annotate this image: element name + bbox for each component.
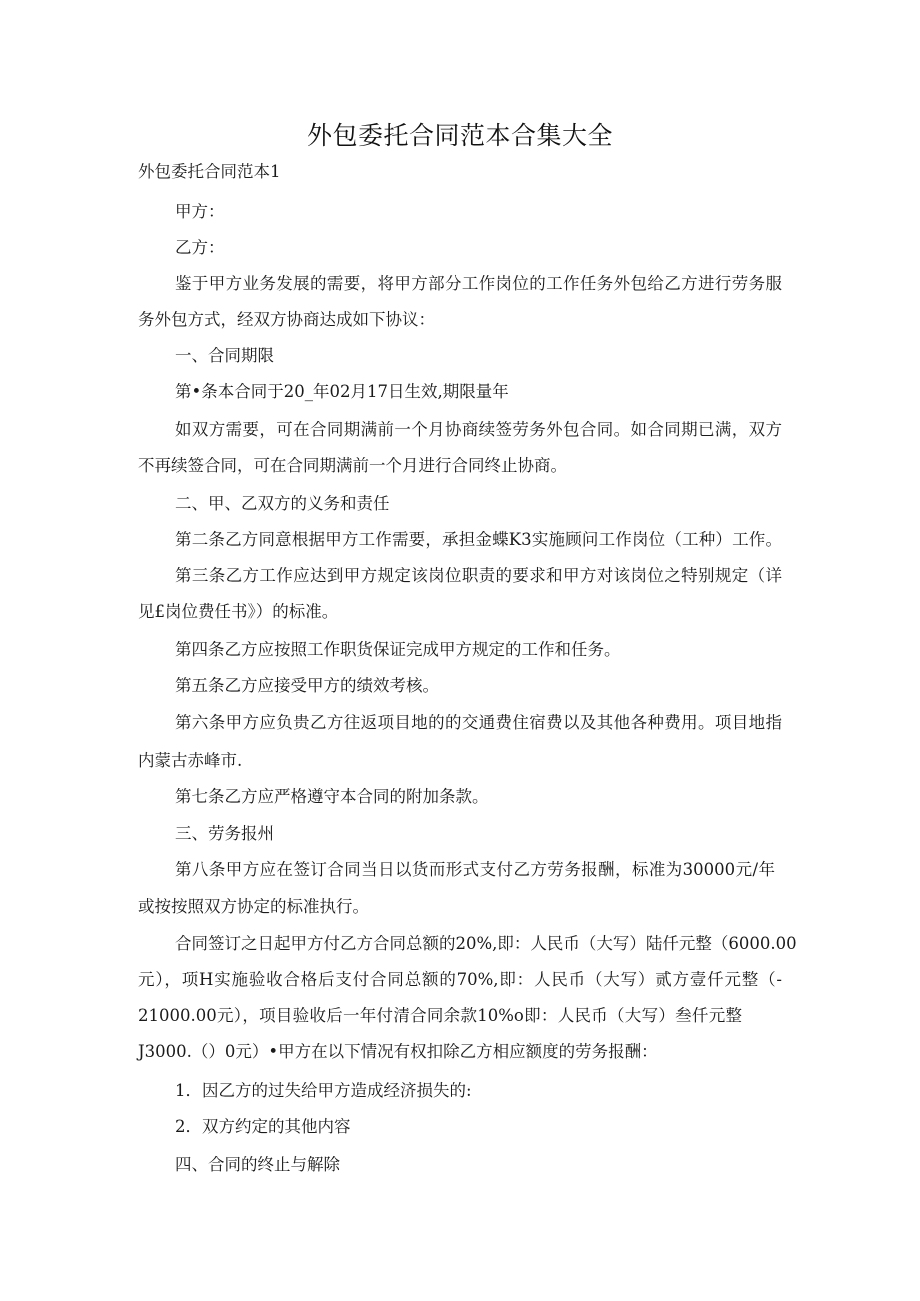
renewal-paragraph-line-1: 如双方需要，可在合同期满前一个月协商续签劳务外包合同。如合同期已满，双方 — [175, 420, 782, 439]
payment-paragraph-line-2: 元），项H实施验收合格后支付合同总额的70%,即：人民币（大写）贰方壹仟元整（- — [138, 970, 782, 989]
party-b-label: 乙方： — [175, 238, 225, 257]
intro-paragraph-line-1: 鉴于甲方业务发展的需要，将甲方部分工作岗位的工作任务外包给乙方进行劳务服 — [175, 274, 782, 293]
intro-paragraph-line-2: 务外包方式，经双方协商达成如下协议： — [138, 310, 435, 329]
article-3-line-1: 第三条乙方工作应达到甲方规定该岗位职责的要求和甲方对该岗位之特别规定（详 — [175, 566, 782, 585]
article-8-line-2: 或按按照双方协定的标准执行。 — [138, 897, 369, 916]
article-3-line-2: 见£岗位费任书》）的标准。 — [138, 602, 339, 621]
article-4: 第四条乙方应按照工作职货保证完成甲方规定的工作和任务。 — [175, 640, 621, 659]
renewal-paragraph-line-2: 不再续签合同，可在合同期满前一个月进行合同终止协商。 — [138, 456, 567, 475]
party-a-label: 甲方： — [175, 202, 225, 221]
article-7: 第七条乙方应严格遵守本合同的附加条款。 — [175, 787, 489, 806]
article-5: 第五条乙方应接受甲方的绩效考核。 — [175, 676, 439, 695]
article-1: 第•条本合同于20_年02月17日生效,期限量年 — [175, 382, 509, 401]
article-6-line-2: 内蒙古赤峰市. — [138, 751, 243, 770]
payment-paragraph-line-1: 合同签订之日起甲方付乙方合同总额的20%,即：人民币（大写）陆仟元整（6000.00 — [175, 934, 797, 953]
section-heading-termination: 四、合同的终止与解除 — [175, 1155, 340, 1174]
article-6-line-1: 第六条甲方应负贵乙方往返项目地的的交通费住宿费以及其他各种费用。项目地指 — [175, 713, 782, 732]
article-2: 第二条乙方同意根据甲方工作需要，承担金蝶K3实施顾问工作岗位（工种）工作。 — [175, 530, 782, 549]
payment-paragraph-line-4: J3000.（）0元）•甲方在以下情况有权扣除乙方相应额度的劳务报酬： — [138, 1042, 658, 1061]
section-heading-duties: 二、甲、乙双方的义务和责任 — [175, 494, 390, 513]
payment-paragraph-line-3: 21000.00元），项目验收后一年付清合同余款10%o即：人民币（大写）叁仟元整 — [138, 1006, 742, 1025]
deduction-item-2: 2．双方约定的其他内容 — [175, 1117, 351, 1136]
section-heading-remuneration: 三、劳务报州 — [175, 824, 274, 843]
deduction-item-1: 1．因乙方的过失给甲方造成经济损失的: — [175, 1081, 472, 1100]
section-heading-term: 一、合同期限 — [175, 346, 274, 365]
contract-subtitle: 外包委托合同范本1 — [138, 162, 281, 181]
document-title: 外包委托合同范本合集大全 — [306, 121, 613, 150]
article-8-line-1: 第八条甲方应在签订合同当日以货而形式支付乙方劳务报酬，标准为30000元/年 — [175, 860, 775, 879]
